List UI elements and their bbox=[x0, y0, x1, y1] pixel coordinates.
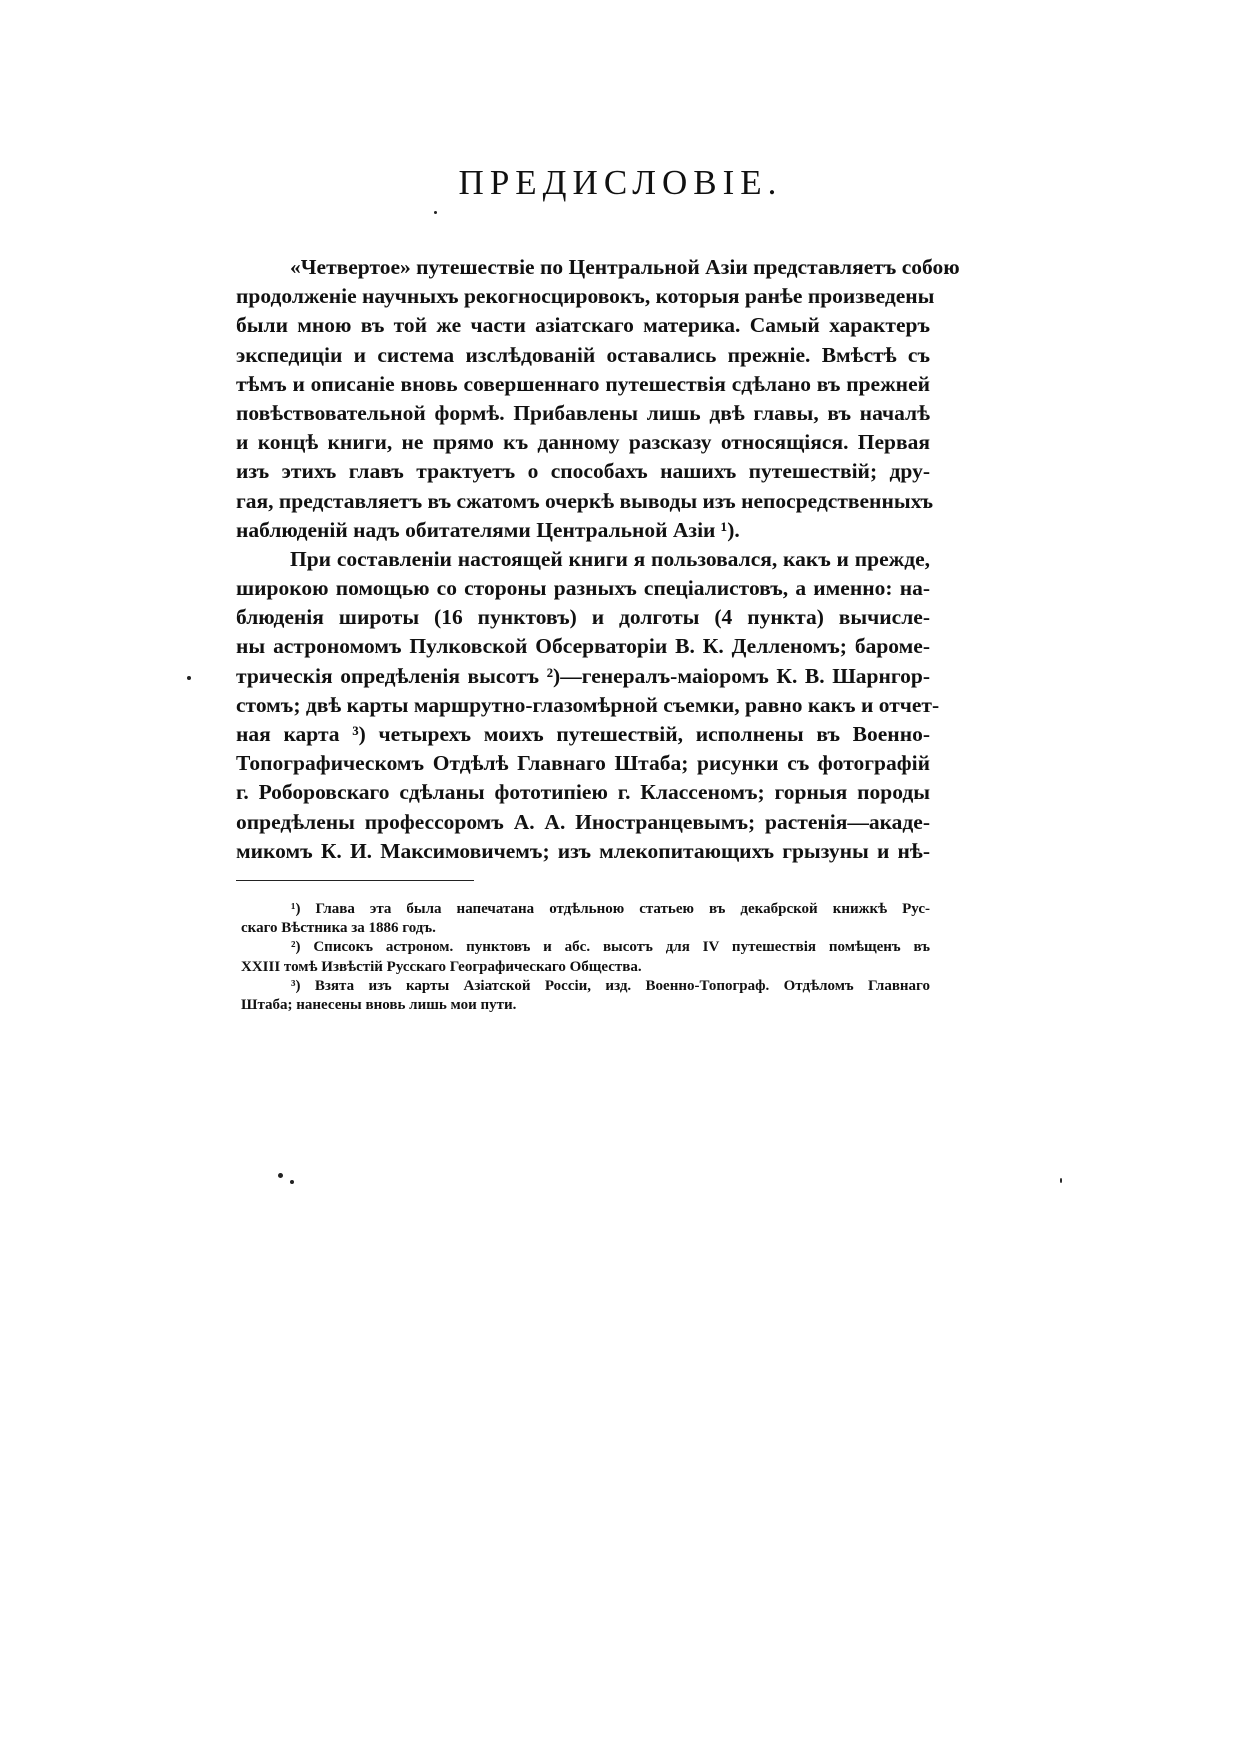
footnote-line: ³) Взята изъ карты Азіатской Россіи, изд. Военно-Топограф. Отдѣломъ Главнаго bbox=[291, 977, 930, 994]
text-line: стомъ; двѣ карты маршрутно-глазомѣрной съемки, равно какъ и отчет- bbox=[236, 692, 940, 717]
text-line: экспедиціи и система изслѣдованій оставались прежніе. Вмѣстѣ съ bbox=[236, 342, 930, 367]
text-line: Топографическомъ Отдѣлѣ Главнаго Штаба; рисунки съ фотографій bbox=[236, 751, 930, 776]
text-line: блюденія широты (16 пунктовъ) и долготы (4 пункта) вычисле- bbox=[236, 605, 930, 630]
text-line: широкою помощью со стороны разныхъ спеціалистовъ, а именно: на- bbox=[236, 576, 930, 601]
footnote-line: XXIII томѣ Извѣстій Русскаго Географическаго Общества. bbox=[241, 958, 642, 975]
page-title: ПРЕДИСЛОВІЕ. bbox=[458, 163, 783, 202]
text-line: повѣствовательной формѣ. Прибавлены лишь двѣ главы, въ началѣ bbox=[236, 400, 930, 425]
footnote-line: скаго Вѣстника за 1886 годъ. bbox=[241, 920, 436, 937]
text-line: были мною въ той же части азіатскаго материка. Самый характеръ bbox=[236, 313, 930, 338]
scan-speck bbox=[434, 211, 437, 214]
text-line: трическія опредѣленія высотъ ²)—генералъ-маіоромъ К. В. Шарнгор- bbox=[236, 663, 930, 688]
footnote-line: ¹) Глава эта была напечатана отдѣльною статьею въ декабрской книжкѣ Рус- bbox=[291, 901, 930, 917]
text-line: тѣмъ и описаніе вновь совершеннаго путешествія сдѣлано въ прежней bbox=[236, 371, 930, 396]
body-text bbox=[236, 253, 960, 866]
text-line: наблюденій надъ обитателями Центральной Азіи ¹). bbox=[236, 517, 740, 542]
text-line: изъ этихъ главъ трактуетъ о способахъ нашихъ путешествій; дру- bbox=[236, 459, 930, 484]
text-line: «Четвертое» путешествіе по Центральной Азіи представляетъ собою bbox=[290, 255, 960, 279]
scan-speck bbox=[187, 676, 191, 680]
footnote-line: Штаба; нанесены вновь лишь мои пути. bbox=[241, 996, 517, 1013]
footnotes bbox=[241, 900, 930, 1015]
text-line: гая, представляетъ въ сжатомъ очеркѣ выводы изъ непосредственныхъ bbox=[236, 488, 934, 513]
text-line: При составленіи настоящей книги я пользовался, какъ и прежде, bbox=[290, 546, 930, 571]
text-line: ная карта ³) четырехъ моихъ путешествій, исполнены въ Военно- bbox=[236, 722, 930, 746]
scan-speck bbox=[290, 1180, 294, 1184]
text-line: ны астрономомъ Пулковской Обсерваторіи В. К. Делленомъ; бароме- bbox=[236, 634, 930, 659]
footnote-line: ²) Списокъ астроном. пунктовъ и абс. высотъ для IV путешествія помѣщенъ въ bbox=[291, 939, 930, 956]
text-line: г. Роборовскаго сдѣланы фототипіею г. Классеномъ; горныя породы bbox=[236, 780, 930, 805]
text-line: и концѣ книги, не прямо къ данному разсказу относящіяся. Первая bbox=[236, 430, 930, 455]
text-line: опредѣлены профессоромъ А. А. Иностранцевымъ; растенія—акаде- bbox=[236, 809, 930, 834]
text-line: продолженіе научныхъ рекогносцировокъ, которыя ранѣе произведены bbox=[236, 284, 935, 309]
scan-speck bbox=[278, 1173, 283, 1178]
text-line: микомъ К. И. Максимовичемъ; изъ млекопитающихъ грызуны и нѣ- bbox=[236, 838, 930, 863]
scan-speck bbox=[1060, 1178, 1062, 1183]
footnote-divider bbox=[236, 880, 474, 881]
